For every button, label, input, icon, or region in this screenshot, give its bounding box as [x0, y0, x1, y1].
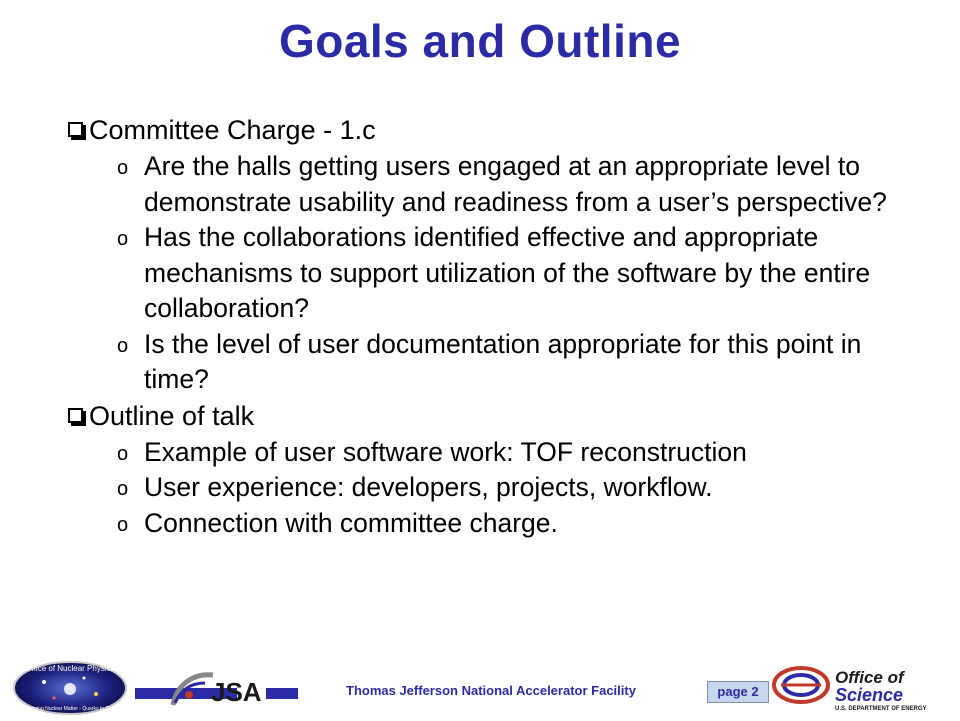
circle-bullet-icon: o [117, 442, 129, 465]
jsa-logo [165, 663, 265, 718]
svg-text:Office of: Office of [835, 668, 904, 687]
svg-text:Office of Nuclear Physics: Office of Nuclear Physics [25, 664, 115, 673]
circle-bullet-icon: o [117, 228, 129, 250]
office-of-science-logo [771, 665, 951, 716]
list-item-text: Connection with committee charge. [144, 507, 558, 538]
checkbox-bullet-icon [68, 408, 83, 423]
circle-bullet-icon: o [117, 513, 129, 536]
list-item-text: Are the halls getting users engaged at an appropriate level to demonstrate usability and readiness from a user’s perspective? [144, 151, 887, 217]
slide-content [62, 112, 922, 541]
svg-text:JSA: JSA [211, 677, 262, 707]
bullet-list [62, 435, 922, 542]
section-outline [62, 398, 922, 542]
footer-bar-mid [266, 688, 298, 699]
circle-bullet-icon: o [117, 334, 129, 357]
list-item [62, 435, 922, 471]
list-item-text: Has the collaborations identified effective and appropriate mechanisms to support utilization of the software by the entire collaboration? [144, 222, 871, 323]
office-of-nuclear-physics-logo [10, 660, 130, 721]
section-heading [62, 398, 922, 435]
section-committee-charge [62, 112, 922, 398]
list-item [62, 220, 922, 327]
svg-text:U.S. DEPARTMENT OF ENERGY: U.S. DEPARTMENT OF ENERGY [835, 706, 927, 711]
circle-bullet-icon: o [117, 157, 129, 179]
list-item [62, 149, 922, 220]
section-heading [62, 112, 922, 149]
page-number: page 2 [707, 681, 769, 703]
section-heading-text: Outline of talk [89, 400, 255, 431]
list-item-text: Is the level of user documentation appropriate for this point in time? [144, 328, 862, 394]
svg-text:Science: Science [835, 685, 904, 705]
list-item [62, 506, 922, 542]
list-item-text: User experience: developers, projects, workflow. [144, 472, 713, 502]
checkbox-bullet-icon [68, 122, 83, 137]
list-item-text: Example of user software work: TOF reconstruction [144, 436, 747, 467]
circle-bullet-icon: o [117, 478, 129, 500]
slide-title: Goals and Outline [278, 15, 682, 67]
bullet-list [62, 149, 922, 398]
list-item [62, 327, 922, 398]
list-item [62, 470, 922, 506]
svg-text:Exploring Nuclear Matter - Qua: Exploring Nuclear Matter - Quarks to Stars [22, 706, 118, 712]
facility-name: Thomas Jefferson National Accelerator Facility [346, 683, 636, 698]
section-heading-text: Committee Charge - 1.c [89, 115, 376, 145]
